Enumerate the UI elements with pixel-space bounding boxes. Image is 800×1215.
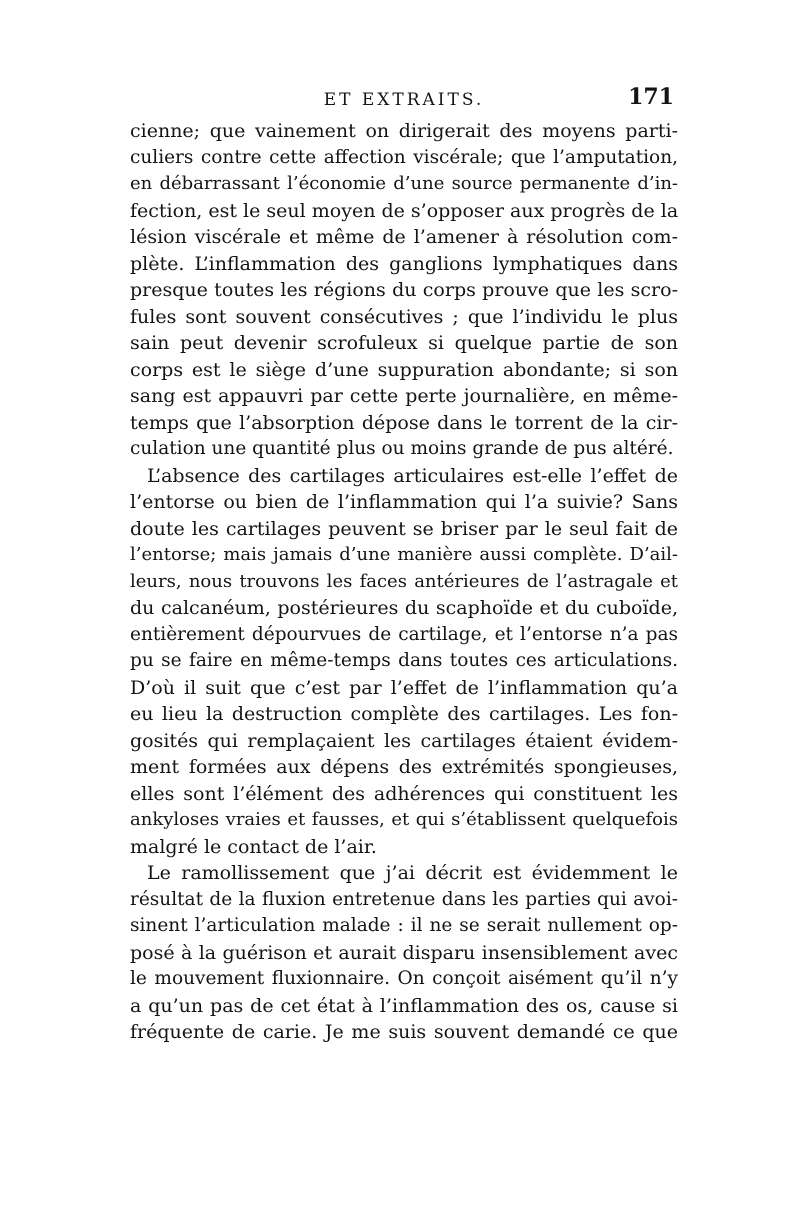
text-line: cienne; que vainement on dirigerait des moyens parti- [130,120,678,142]
text-line: Le ramollissement que j’ai décrit est évidemment le [147,862,678,884]
text-line: presque toutes les régions du corps prouve que les scro- [130,279,678,301]
text-line: gosités qui remplaçaient les cartilages étaient évidem- [130,729,678,752]
text-line: doute les cartilages peuvent se briser par le seul fait de [130,517,678,540]
text-line: l’entorse; mais jamais d’une manière aussi complète. D’ail- [130,544,678,565]
text-line: temps que l’absorption dépose dans le torrent de la cir- [130,411,678,434]
text-line: fection, est le seul moyen de s’opposer aux progrès de la [130,199,679,222]
text-line: ankyloses vraies et fausses, et qui s’établissent quelquefois [130,809,678,830]
text-line: le mouvement fluxionnaire. On conçoit aisément qu’il n’y [130,968,678,989]
text-line: malgré le contact de l’air. [130,835,377,858]
text-line: fréquente de carie. Je me suis souvent demandé ce que [130,1021,678,1043]
paragraph [130,118,678,463]
text-line: résultat de la fluxion entretenue dans les parties qui avoi- [130,888,678,910]
text-line: plète. L’inflammation des ganglions lymphatiques dans [130,252,678,275]
running-title: ET EXTRAITS. [323,90,485,110]
text-line: sang est appauvri par cette perte journalière, en même- [130,385,678,407]
page-number: 171 [628,84,674,110]
running-head [130,84,678,120]
text-line: en débarrassant l’économie d’une source permanente d’in- [130,173,678,194]
text-line: elles sont l’élément des adhérences qui constituent les [130,782,678,805]
text-line: eu lieu la destruction complète des cartilages. Les fon- [130,703,678,725]
text-line: pu se faire en même-temps dans toutes ces articulations. [130,650,678,671]
text-line: culation une quantité plus ou moins grande de pus altéré. [130,438,674,459]
text-line: du calcanéum, postérieures du scaphoïde et du cuboïde, [130,597,678,619]
text-line: L’absence des cartilages articulaires est-elle l’effet de [147,464,678,487]
text-line: posé à la guérison et aurait disparu insensiblement avec [130,941,678,964]
text-line: fules sont souvent consécutives ; que l’individu le plus [130,305,678,328]
text-line: sain peut devenir scrofuleux si quelque partie de son [130,332,678,354]
body-text [130,118,678,1046]
text-line: culiers contre cette affection viscérale; que l’amputation, [130,146,678,168]
text-line: leurs, nous trouvons les faces antérieures de l’astragale et [130,570,678,592]
text-line: sinent l’articulation malade : il ne se serait nullement op- [130,915,678,936]
text-line: D’où il suit que c’est par l’effet de l’inflammation qu’a [130,676,678,699]
text-line: l’entorse ou bien de l’inflammation qui l’a suivie? Sans [130,491,678,513]
text-line: lésion viscérale et même de l’amener à résolution com- [130,226,678,248]
text-line: corps est le siège d’une suppuration abondante; si son [130,358,678,381]
text-line: entièrement dépourvues de cartilage, et l’entorse n’a pas [130,623,678,645]
paragraph [130,860,678,1046]
paragraph [130,463,678,861]
text-line: ment formées aux dépens des extrémités spongieuses, [130,756,678,778]
text-line: a qu’un pas de cet état à l’inflammation des os, cause si [130,994,678,1017]
